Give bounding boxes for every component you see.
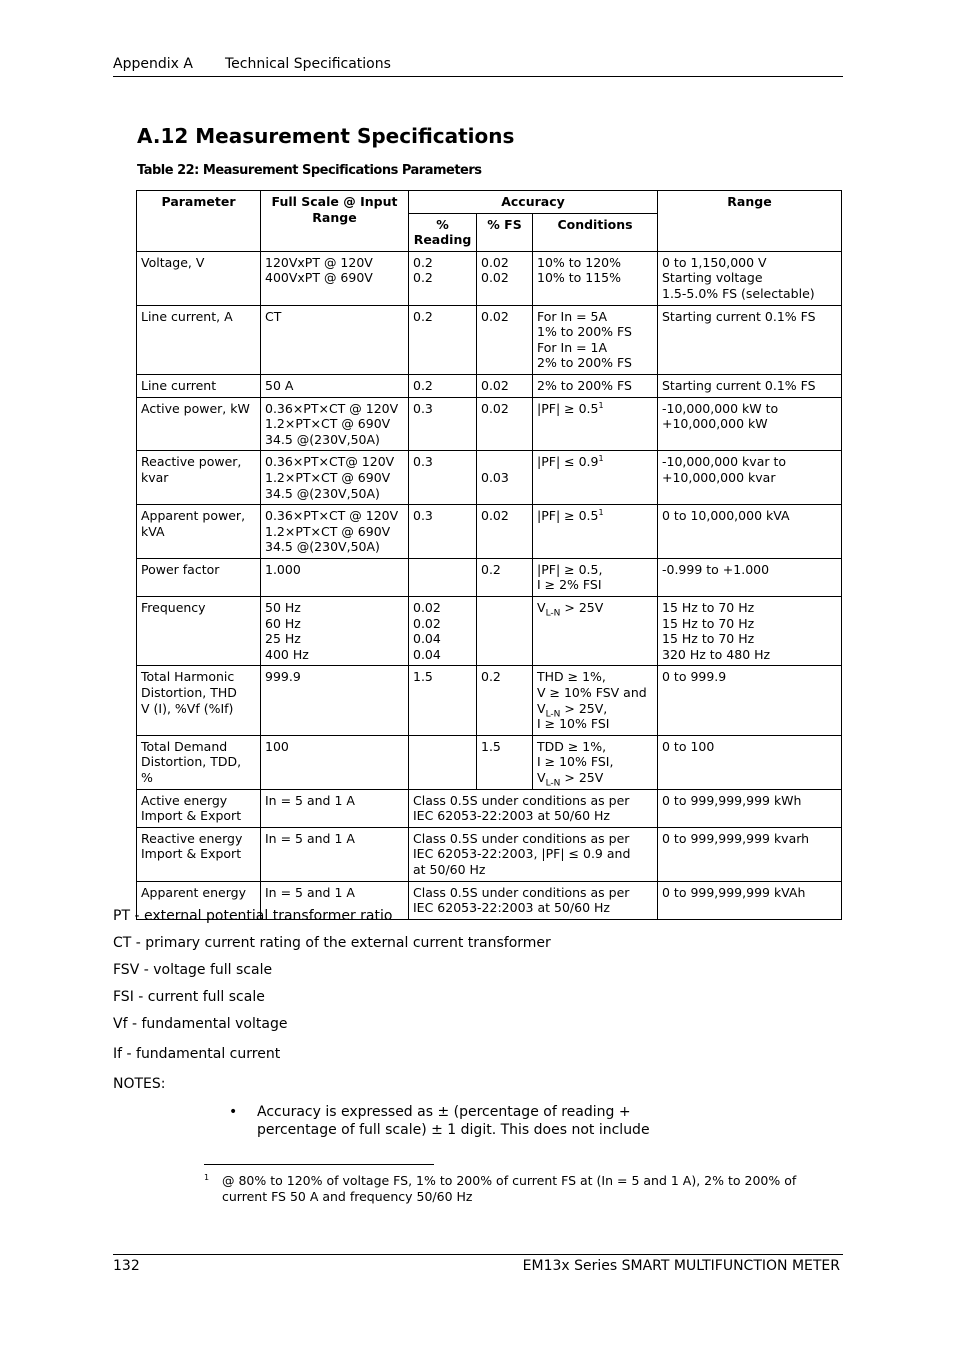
header-chapter: Technical Specifications — [225, 56, 391, 72]
cell-range: Starting current 0.1% FS — [662, 377, 816, 393]
cell-fs: 0.02 — [481, 377, 509, 393]
page-header — [113, 56, 843, 77]
cell-full-scale: In = 5 and 1 A — [265, 792, 355, 808]
voltage-subscript: L-N — [545, 608, 561, 619]
definition-fsi: FSI - current full scale — [113, 989, 265, 1005]
cell-full-scale: 50 Hz 60 Hz 25 Hz 400 Hz — [265, 600, 309, 662]
cell-reading: 0.3 — [413, 400, 433, 416]
header-reading: % Reading — [409, 213, 477, 251]
definition-ct: CT - primary current rating of the external current transformer — [113, 935, 551, 951]
cell-full-scale: 100 — [265, 738, 289, 754]
footnote-divider — [204, 1164, 434, 1165]
cell-fs: 0.02 — [481, 508, 509, 524]
cell-conditions — [533, 735, 658, 789]
cell-range: 0 to 10,000,000 kVA — [662, 508, 790, 524]
document-title: EM13x Series SMART MULTIFUNCTION METER — [522, 1258, 840, 1274]
cell-range: -10,000,000 kvar to +10,000,000 kvar — [662, 454, 787, 485]
cell-range: 15 Hz to 70 Hz 15 Hz to 70 Hz 15 Hz to 70 Hz 320 Hz to 480 Hz — [662, 600, 771, 662]
bullet-icon: • — [229, 1104, 238, 1120]
table-row — [137, 666, 842, 735]
cell-conditions: |PF| ≥ 0.5 — [537, 400, 599, 416]
condition-text: > 25V — [560, 600, 604, 616]
cell-parameter: Active power, kW — [141, 400, 250, 416]
cell-full-scale: 999.9 — [265, 669, 301, 685]
cell-accuracy-merged: Class 0.5S under conditions as per IEC 62053-22:2003 at 50/60 Hz — [413, 792, 630, 824]
table-row — [137, 305, 842, 374]
table-row — [137, 505, 842, 559]
cell-full-scale: CT — [265, 308, 282, 324]
voltage-subscript: L-N — [545, 778, 561, 789]
cell-range: -0.999 to +1.000 — [662, 561, 770, 577]
page-footer — [113, 1254, 843, 1279]
section-title: A.12 Measurement Specifications — [137, 124, 515, 148]
cell-range: -10,000,000 kW to +10,000,000 kW — [662, 400, 779, 432]
header-full-scale: Full Scale @ Input Range — [261, 191, 409, 252]
footnote-text: @ 80% to 120% of voltage FS, 1% to 200% of current FS at (In = 5 and 1 A), 2% to 200% of current FS 50 A and frequency 50/60 Hz — [222, 1173, 797, 1204]
cell-conditions — [533, 666, 658, 735]
cell-fs: 0.2 — [481, 669, 501, 685]
note-bullet-item — [229, 1104, 669, 1139]
page-number: 132 — [113, 1258, 140, 1274]
footnote-ref: 1 — [598, 507, 604, 517]
cell-range: 0 to 999,999,999 kVAh — [662, 884, 806, 900]
cell-conditions — [533, 597, 658, 666]
definition-if: If - fundamental current — [113, 1046, 281, 1062]
cell-conditions: 2% to 200% FS — [537, 377, 632, 393]
cell-parameter: Total Harmonic Distortion, THD V (I), %Vf (%If) — [141, 669, 237, 716]
cell-fs: 0.2 — [481, 561, 501, 577]
table-row — [137, 597, 842, 666]
cell-fs: 0.03 — [481, 469, 509, 485]
header-accuracy: Accuracy — [409, 191, 658, 214]
condition-text: > 25V, — [560, 700, 608, 716]
table-row — [137, 397, 842, 451]
condition-text: I ≥ 10% FSI — [537, 716, 610, 732]
header-fs: % FS — [477, 213, 533, 251]
cell-fs: 0.02 — [481, 308, 509, 324]
cell-parameter: Power factor — [141, 561, 220, 577]
header-appendix: Appendix A — [113, 56, 193, 72]
cell-fs: 0.02 0.02 — [481, 254, 509, 286]
cell-full-scale: 0.36×PT×CT @ 120V 1.2×PT×CT @ 690V 34.5 @(230V,50A) — [265, 400, 399, 447]
cell-range: 0 to 1,150,000 V Starting voltage 1.5-5.0% FS (selectable) — [662, 254, 815, 301]
cell-full-scale: 120VxPT @ 120V 400VxPT @ 690V — [265, 254, 373, 286]
cell-reading: 0.2 — [413, 308, 433, 324]
cell-range: 0 to 999.9 — [662, 669, 727, 685]
cell-parameter: Frequency — [141, 600, 206, 616]
footnote-mark: 1 — [204, 1173, 210, 1182]
bullet-text: Accuracy is expressed as ± (percentage of reading + percentage of full scale) ± 1 digit. This does not include — [257, 1104, 650, 1138]
voltage-subscript: L-N — [545, 709, 561, 720]
cell-parameter: Line current, A — [141, 308, 233, 324]
footnote-ref: 1 — [598, 454, 604, 464]
cell-accuracy-merged: Class 0.5S under conditions as per IEC 62053-22:2003 at 50/60 Hz — [413, 884, 630, 916]
footnote — [204, 1173, 840, 1205]
voltage-symbol: V — [537, 700, 546, 716]
cell-reading: 0.3 — [413, 454, 433, 470]
cell-parameter: Total Demand Distortion, TDD, % — [141, 738, 242, 785]
table-row — [137, 374, 842, 397]
cell-range: 0 to 999,999,999 kvarh — [662, 830, 810, 846]
cell-reading: 0.02 0.02 0.04 0.04 — [413, 600, 441, 662]
cell-parameter: Line current — [141, 377, 217, 393]
cell-conditions: |PF| ≤ 0.9 — [537, 454, 599, 470]
cell-parameter: Apparent power, kVA — [141, 508, 246, 539]
table-row — [137, 251, 842, 305]
cell-parameter: Reactive energy Import & Export — [141, 830, 243, 862]
cell-fs: 0.02 — [481, 400, 509, 416]
table-row — [137, 827, 842, 881]
header-parameter: Parameter — [137, 191, 261, 252]
table-row — [137, 558, 842, 596]
definition-pt: PT - external potential transformer ratio — [113, 908, 393, 924]
measurement-spec-table — [136, 190, 842, 920]
cell-reading: 0.2 0.2 — [413, 254, 433, 286]
cell-full-scale: In = 5 and 1 A — [265, 830, 355, 846]
cell-full-scale: 50 A — [265, 377, 294, 393]
cell-parameter: Voltage, V — [141, 254, 205, 270]
cell-full-scale: 1.000 — [265, 561, 301, 577]
cell-reading: 0.2 — [413, 377, 433, 393]
definition-vf: Vf - fundamental voltage — [113, 1016, 288, 1032]
cell-fs: 1.5 — [481, 738, 501, 754]
cell-parameter: Reactive power, kvar — [141, 454, 242, 485]
cell-range: 0 to 999,999,999 kWh — [662, 792, 802, 808]
cell-conditions: For In = 5A 1% to 200% FS For In = 1A 2% to 200% FS — [537, 308, 632, 371]
cell-reading: 0.3 — [413, 508, 433, 524]
cell-range: Starting current 0.1% FS — [662, 308, 816, 324]
cell-full-scale: In = 5 and 1 A — [265, 884, 355, 900]
cell-parameter: Active energy Import & Export — [141, 792, 242, 824]
header-range: Range — [658, 191, 842, 252]
header-conditions: Conditions — [533, 213, 658, 251]
table-row — [137, 735, 842, 789]
cell-full-scale: 0.36×PT×CT @ 120V 1.2×PT×CT @ 690V 34.5 @(230V,50A) — [265, 508, 399, 555]
voltage-symbol: V — [537, 600, 546, 616]
table-row — [137, 789, 842, 827]
condition-text: THD ≥ 1%, V ≥ 10% FSV and — [537, 669, 647, 701]
voltage-symbol: V — [537, 770, 546, 785]
table-header-row — [137, 191, 842, 214]
notes-heading: NOTES: — [113, 1076, 166, 1092]
cell-conditions: |PF| ≥ 0.5, I ≥ 2% FSI — [537, 561, 603, 593]
table-row — [137, 451, 842, 505]
cell-range: 0 to 100 — [662, 738, 715, 754]
cell-conditions: 10% to 120% 10% to 115% — [537, 254, 622, 286]
cell-conditions: |PF| ≥ 0.5 — [537, 508, 599, 524]
condition-text: TDD ≥ 1%, I ≥ 10% FSI, — [537, 738, 614, 770]
table-caption: Table 22: Measurement Specifications Parameters — [137, 163, 482, 178]
cell-full-scale: 0.36×PT×CT@ 120V 1.2×PT×CT @ 690V 34.5 @(230V,50A) — [265, 454, 395, 501]
cell-reading: 1.5 — [413, 669, 433, 685]
cell-parameter: Apparent energy — [141, 884, 246, 900]
cell-accuracy-merged: Class 0.5S under conditions as per IEC 62053-22:2003, |PF| ≤ 0.9 and at 50/60 Hz — [413, 830, 631, 877]
footnote-ref: 1 — [598, 400, 604, 410]
condition-text: > 25V — [560, 770, 604, 785]
definition-fsv: FSV - voltage full scale — [113, 962, 273, 978]
